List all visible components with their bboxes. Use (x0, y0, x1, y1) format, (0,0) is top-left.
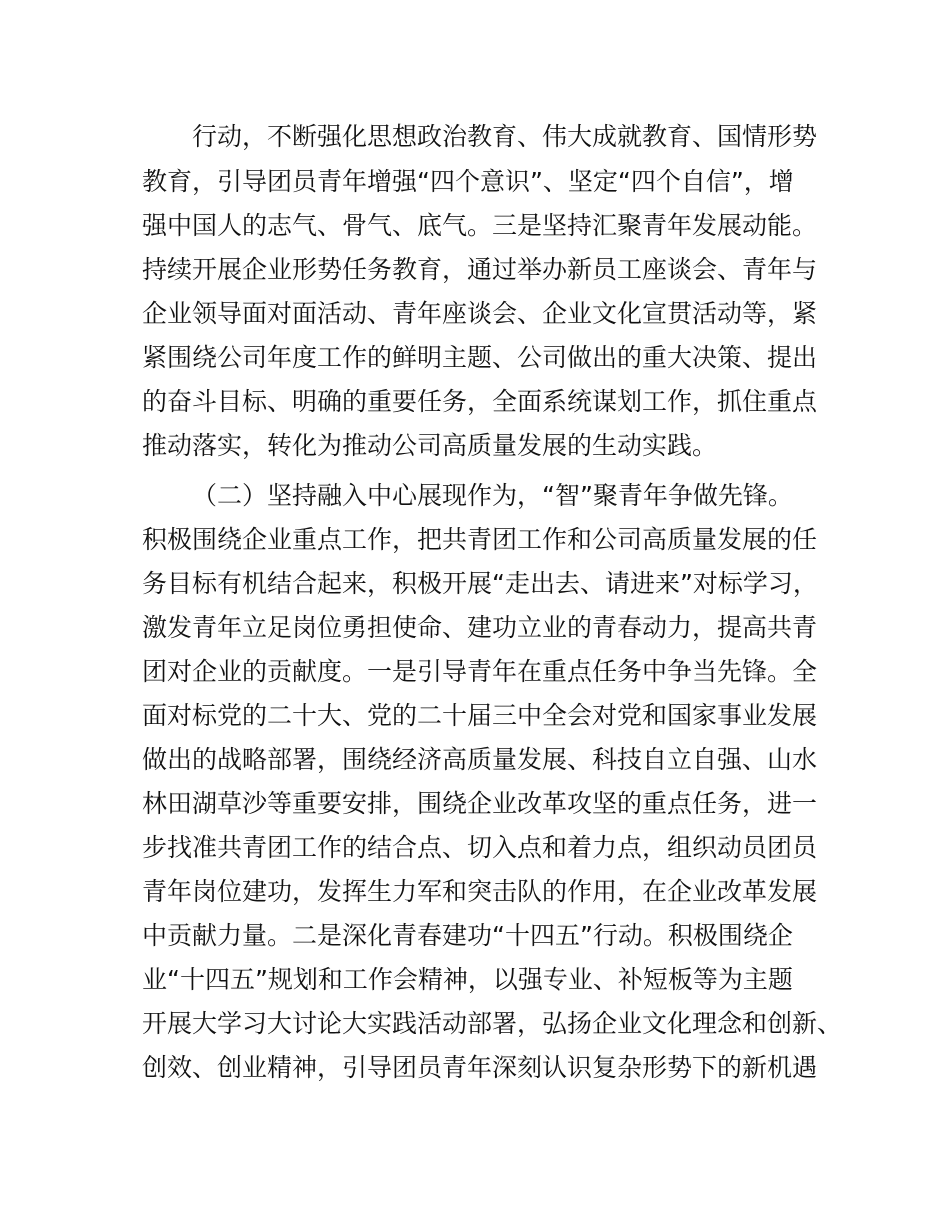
text-line: 持续开展企业形势任务教育，通过举办新员工座谈会、青年与 (142, 255, 818, 284)
text-line: 激发青年立足岗位勇担使命、建功立业的青春动力，提高共青 (142, 613, 818, 642)
text-line: 强中国人的志气、骨气、底气。三是坚持汇聚青年发展动能。 (142, 211, 818, 240)
text-line: 的奋斗目标、明确的重要任务，全面系统谋划工作，抓住重点 (142, 387, 818, 416)
text-line: 做出的战略部署，围绕经济高质量发展、科技自立自强、山水 (142, 745, 818, 774)
text-line: 创效、创业精神，引导团员青年深刻认识复杂形势下的新机遇 (142, 1053, 818, 1082)
text-line: 团对企业的贡献度。一是引导青年在重点任务中争当先锋。全 (142, 657, 818, 686)
text-line: 开展大学习大讨论大实践活动部署，弘扬企业文化理念和创新、 (142, 1009, 843, 1038)
text-line: 林田湖草沙等重要安排，围绕企业改革攻坚的重点任务，进一 (142, 789, 818, 818)
text-line: 教育，引导团员青年增强“四个意识”、坚定“四个自信”，增 (142, 167, 794, 196)
text-line: 务目标有机结合起来，积极开展“走出去、请进来”对标学习， (142, 569, 818, 598)
text-line: 步找准共青团工作的结合点、切入点和着力点，组织动员团员 (142, 833, 818, 862)
text-line: 青年岗位建功，发挥生力军和突击队的作用，在企业改革发展 (142, 877, 818, 906)
section-heading-line: （二）坚持融入中心展现作为，“智”聚青年争做先锋。 (192, 481, 793, 510)
text-line: 业“十四五”规划和工作会精神，以强专业、补短板等为主题 (142, 965, 793, 994)
text-line: 紧围绕公司年度工作的鲜明主题、公司做出的重大决策、提出 (142, 343, 818, 372)
text-line: 中贡献力量。二是深化青春建功“十四五”行动。积极围绕企 (142, 921, 793, 950)
text-line: 积极围绕企业重点工作，把共青团工作和公司高质量发展的任 (142, 525, 818, 554)
text-line: 推动落实，转化为推动公司高质量发展的生动实践。 (142, 431, 718, 460)
text-line: 面对标党的二十大、党的二十届三中全会对党和国家事业发展 (142, 701, 818, 730)
text-line: 行动，不断强化思想政治教育、伟大成就教育、国情形势 (192, 122, 818, 151)
text-line: 企业领导面对面活动、青年座谈会、企业文化宣贯活动等，紧 (142, 299, 818, 328)
